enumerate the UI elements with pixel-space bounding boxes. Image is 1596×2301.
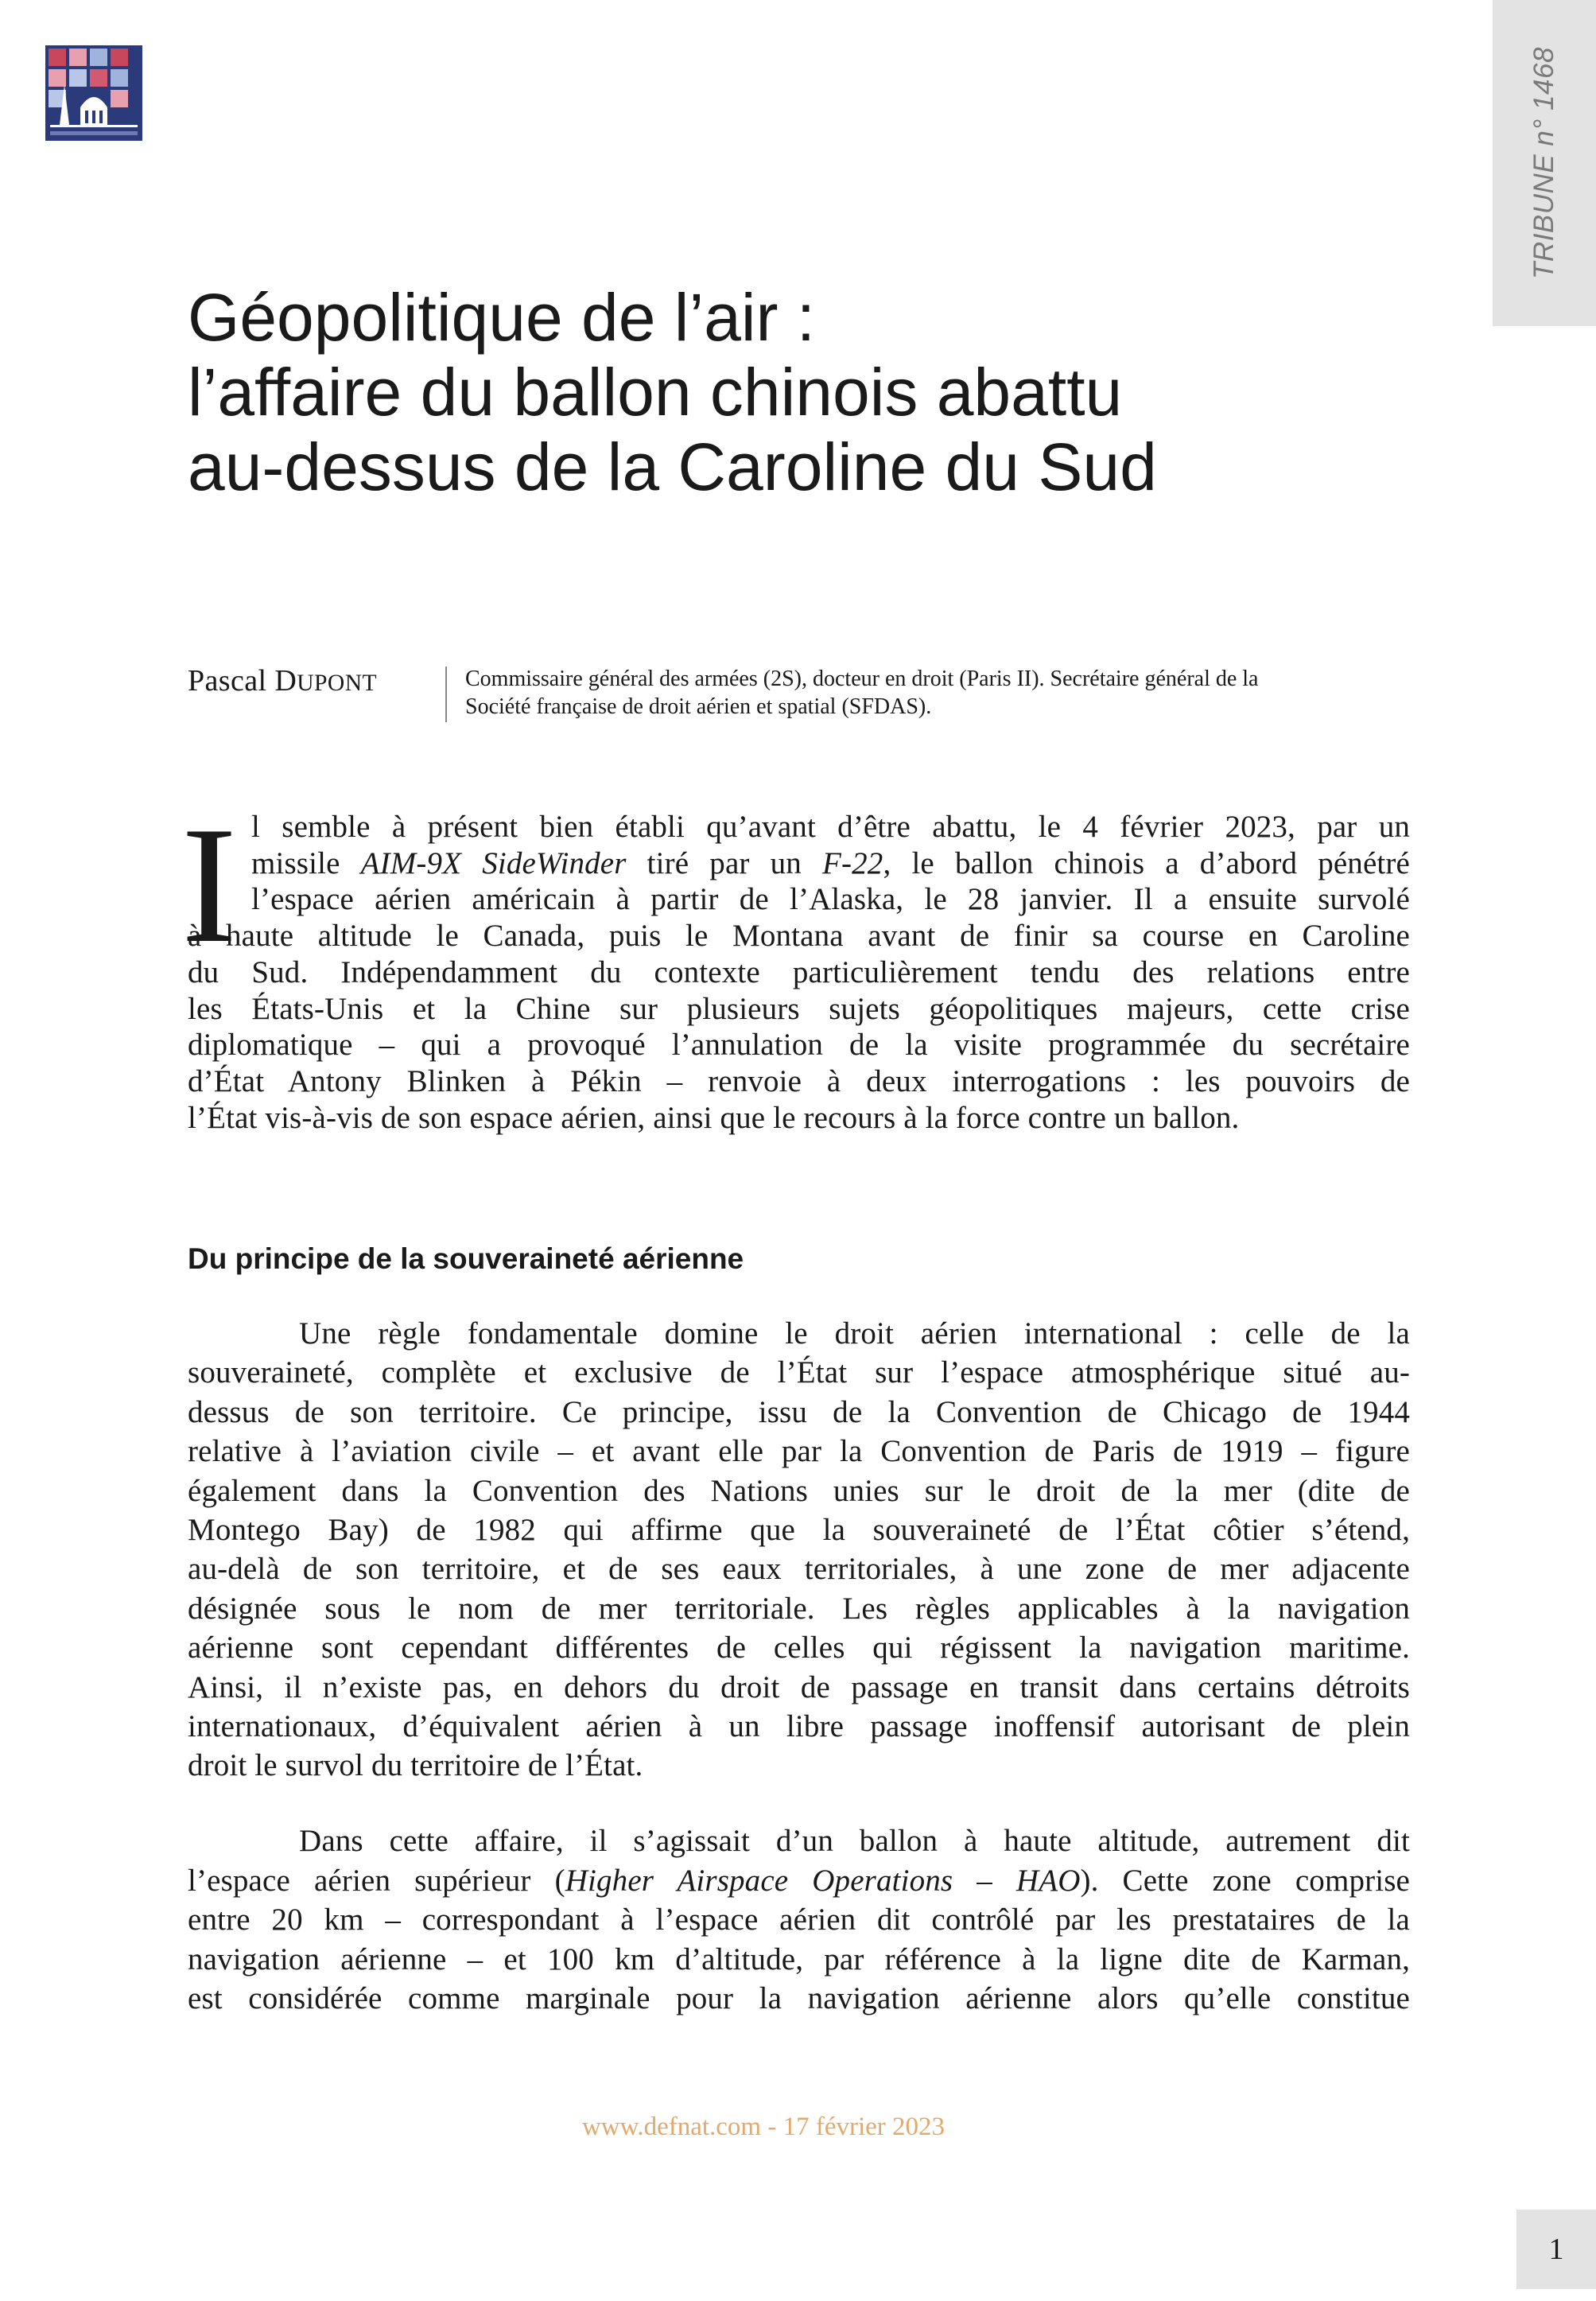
author-first-name: Pascal <box>188 664 267 698</box>
paragraph-line: navigation aérienne – et 100 km d’altitude, par référence à la ligne dite de Karman, <box>188 1941 1410 1976</box>
tribune-side-tab <box>1493 0 1596 326</box>
title-line: l’affaire du ballon chinois abattu <box>188 355 1123 429</box>
paragraph-line: Une règle fondamentale domine le droit aérien international : celle de la <box>299 1316 1410 1351</box>
paragraph-line: Dans cette affaire, il s’agissait d’un ballon à haute altitude, autrement dit <box>299 1824 1410 1858</box>
paragraph-line: droit le survol du territoire de l’État. <box>188 1748 643 1783</box>
section-heading: Du principe de la souveraineté aérienne <box>188 1242 744 1275</box>
page-number-tab <box>1516 2210 1596 2289</box>
paragraph-line: Montego Bay) de 1982 qui affirme que la souveraineté de l’État côtier s’étend, <box>188 1513 1410 1548</box>
bio-line: Société française de droit aérien et spatial (SFDAS). <box>465 694 932 719</box>
author-name <box>188 663 377 702</box>
paragraph-line: entre 20 km – correspondant à l’espace aérien dit contrôlé par les prestataires de la <box>188 1903 1410 1937</box>
defnat-logo <box>45 45 142 141</box>
paragraph-sovereignty <box>188 1314 1410 1786</box>
intro-paragraph <box>181 793 1411 1136</box>
footer-source: www.defnat.com - 17 février 2023 <box>581 2112 946 2141</box>
intro-line: à haute altitude le Canada, puis le Montana avant de finir sa course en Caroline <box>188 919 1410 954</box>
paragraph-line: désignée sous le nom de mer territoriale. Les règles applicables à la navigation <box>188 1591 1410 1626</box>
author-last-name: DUPONT <box>274 664 377 698</box>
intro-line: diplomatique – qui a provoqué l’annulation de la visite programmée du secrétaire <box>188 1028 1410 1063</box>
author-divider <box>445 667 447 722</box>
tribune-number: TRIBUNE n° 1468 <box>1528 47 1559 279</box>
paragraph-high-altitude <box>188 1821 1410 2019</box>
intro-line: les États-Unis et la Chine sur plusieurs sujets géopolitiques majeurs, cette crise <box>188 991 1410 1026</box>
paragraph-line: aérienne sont cependant différentes de celles qui régissent la navigation maritime. <box>188 1631 1410 1666</box>
author-bio <box>465 665 1410 721</box>
paragraph-line: souveraineté, complète et exclusive de l’État sur l’espace atmosphérique situé au- <box>188 1355 1410 1390</box>
paragraph-line: également dans la Convention des Nations unies sur le droit de la mer (dite de <box>188 1473 1410 1508</box>
bio-line: Commissaire général des armées (2S), docteur en droit (Paris II). Secrétaire général de la <box>465 667 1259 691</box>
intro-line: du Sud. Indépendamment du contexte particulièrement tendu des relations entre <box>188 954 1410 989</box>
page-number: 1 <box>1548 2233 1564 2266</box>
paragraph-line: est considérée comme marginale pour la navigation aérienne alors qu’elle constitue <box>188 1981 1410 2015</box>
intro-line: d’État Antony Blinken à Pékin – renvoie à deux interrogations : les pouvoirs de <box>188 1063 1410 1098</box>
intro-line: l semble à présent bien établi qu’avant d’être abattu, le 4 février 2023, par un <box>251 810 1410 844</box>
paragraph-line: relative à l’aviation civile – et avant elle par la Convention de Paris de 1919 – figure <box>188 1434 1410 1469</box>
paragraph-line: dessus de son territoire. Ce principe, issu de la Convention de Chicago de 1944 <box>188 1394 1410 1429</box>
paragraph-line: internationaux, d’équivalent aérien à un libre passage inoffensif autorisant de plein <box>188 1709 1410 1744</box>
intro-line: l’espace aérien américain à partir de l’Alaska, le 28 janvier. Il a ensuite survolé <box>251 882 1410 917</box>
title-line: au-dessus de la Caroline du Sud <box>188 429 1157 504</box>
article-title <box>188 280 1460 504</box>
intro-line: l’État vis-à-vis de son espace aérien, ainsi que le recours à la force contre un ballon. <box>188 1100 1240 1135</box>
title-line: Géopolitique de l’air : <box>188 280 816 355</box>
intro-line: missile AIM-9X SideWinder tiré par un F-22, le ballon chinois a d’abord pénétré <box>251 845 1411 880</box>
paragraph-line: l’espace aérien supérieur (Higher Airspace Operations – HAO). Cette zone comprise <box>188 1863 1411 1898</box>
paragraph-line: Ainsi, il n’existe pas, en dehors du droit de passage en transit dans certains détroits <box>188 1669 1410 1704</box>
drop-cap: I <box>181 793 238 978</box>
paragraph-line: au-delà de son territoire, et de ses eaux territoriales, à une zone de mer adjacente <box>188 1552 1410 1587</box>
